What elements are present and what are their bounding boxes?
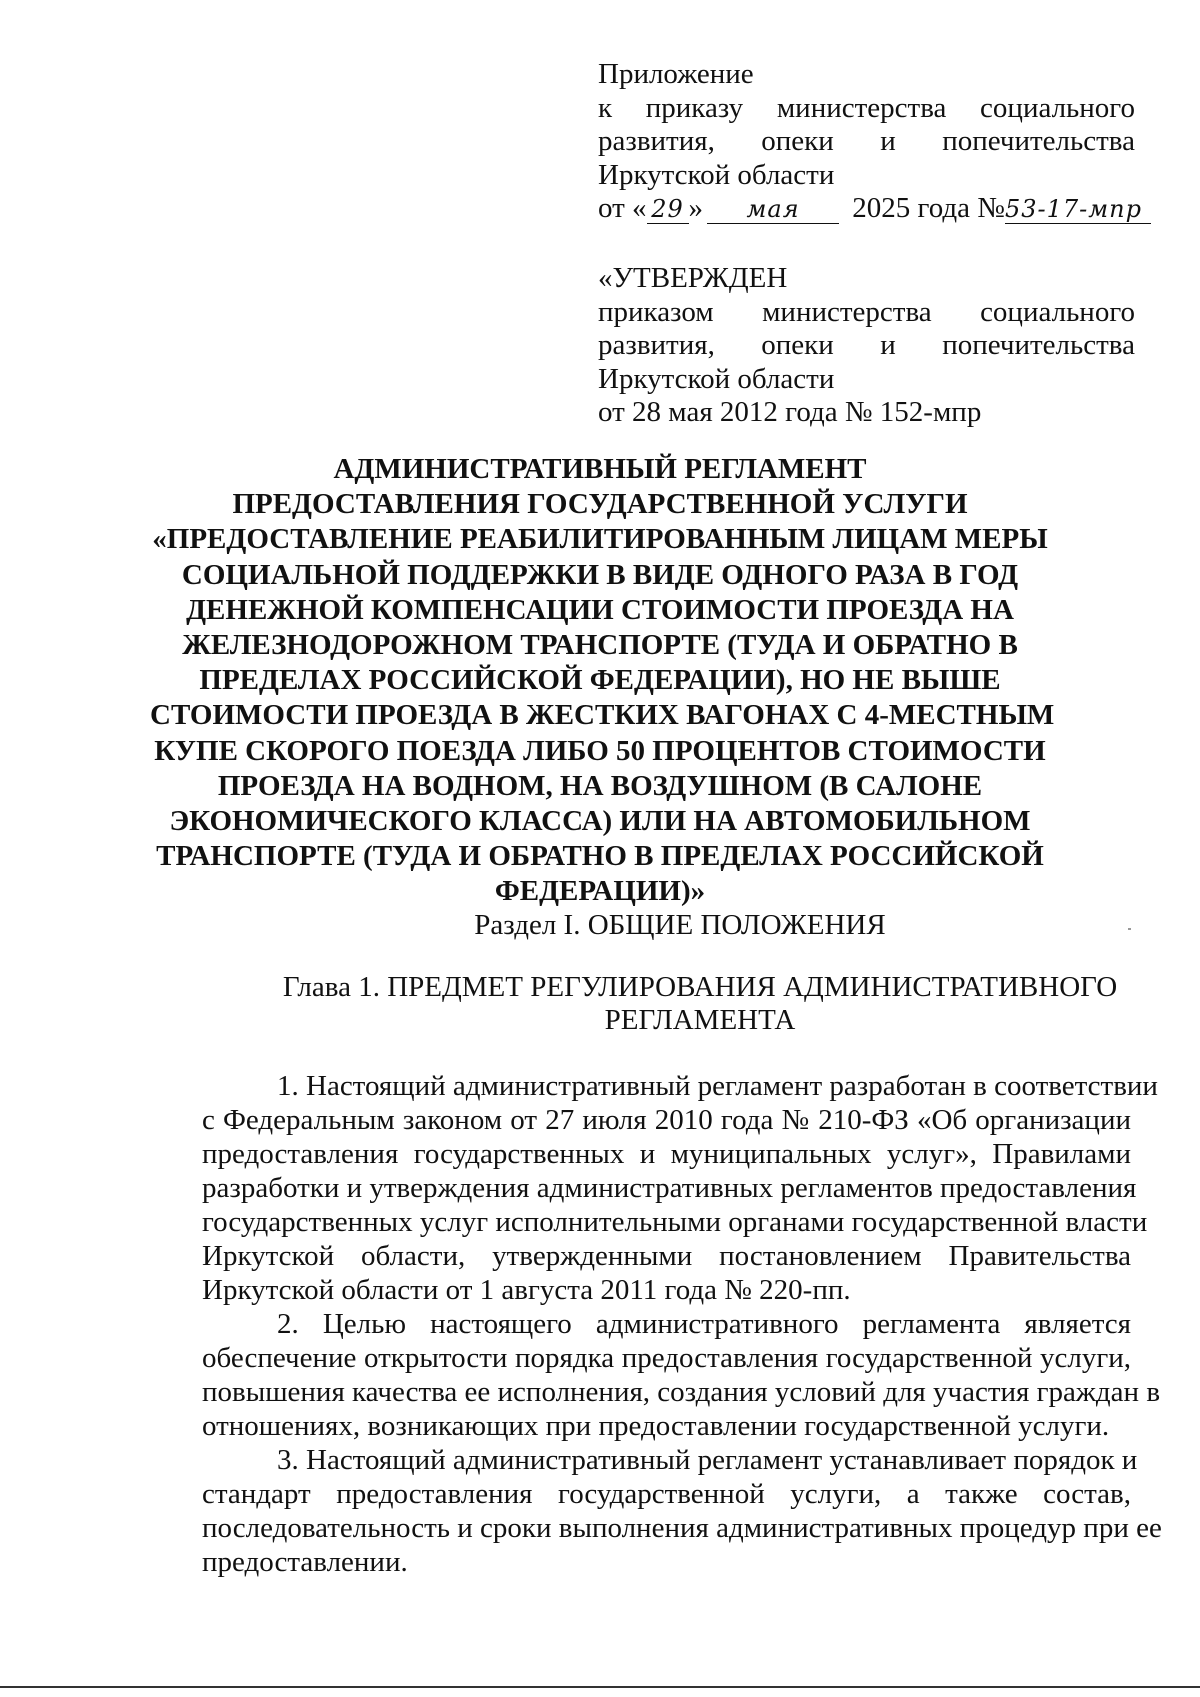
title-line: ПРЕДЕЛАХ РОССИЙСКОЙ ФЕДЕРАЦИИ), НО НЕ ВЫШЕ (199, 664, 1001, 697)
paragraph-line: 2. Целью настоящего административного регламента является (277, 1308, 1131, 1340)
handwritten-day: 29 (647, 195, 689, 224)
appendix-title: Приложение (598, 58, 754, 90)
title-line: ПРЕДОСТАВЛЕНИЯ ГОСУДАРСТВЕННОЙ УСЛУГИ (232, 488, 968, 521)
handwritten-month: мая (707, 195, 839, 224)
paragraph-line: Иркутской области от 1 августа 2011 года № 220-пп. (202, 1274, 851, 1306)
approved-line-2 (598, 296, 1135, 330)
appendix-word: развития, (598, 125, 715, 157)
paragraph-line: предоставления государственных и муниципальных услуг», Правилами (202, 1138, 1131, 1170)
approved-line-3 (598, 329, 1135, 363)
paragraph-line: обеспечение открытости порядка предоставления государственной услуги, (202, 1342, 1131, 1374)
approved-word: социального (980, 295, 1135, 328)
appendix-word: приказу (645, 91, 744, 124)
paragraph-line: повышения качества ее исполнения, создания условий для участия граждан в (202, 1376, 1161, 1408)
paragraph-line: разработки и утверждения административных регламентов предоставления (202, 1172, 1137, 1204)
paragraph-line: предоставлении. (202, 1546, 408, 1578)
approved-word: развития, (598, 329, 715, 361)
appendix-word: к (598, 91, 613, 124)
title-line: ЭКОНОМИЧЕСКОГО КЛАССА) ИЛИ НА АВТОМОБИЛЬНОМ (169, 805, 1031, 838)
title-line: ФЕДЕРАЦИИ)» (494, 875, 706, 908)
paragraph-line: государственных услуг исполнительными органами государственной власти (202, 1206, 1148, 1238)
title-line: ТРАНСПОРТЕ (ТУДА И ОБРАТНО В ПРЕДЕЛАХ РОССИЙСКОЙ (156, 840, 1044, 873)
paragraph-line: с Федеральным законом от 27 июля 2010 года № 210-ФЗ «Об организации (202, 1104, 1131, 1136)
appendix-word: и (880, 125, 896, 157)
appendix-region: Иркутской области (598, 158, 835, 191)
title-line: ЖЕЛЕЗНОДОРОЖНОМ ТРАНСПОРТЕ (ТУДА И ОБРАТНО В (182, 629, 1018, 662)
title-line: ПРОЕЗДА НА ВОДНОМ, НА ВОЗДУШНОМ (В САЛОНЕ (217, 769, 983, 802)
paragraph-line: стандарт предоставления государственной услуги, а также состав, (202, 1478, 1131, 1510)
section-heading (150, 908, 1200, 942)
title-line: «ПРЕДОСТАВЛЕНИЕ РЕАБИЛИТИРОВАННЫМ ЛИЦАМ МЕРЫ (152, 523, 1048, 556)
approved-title: «УТВЕРЖДЕН (598, 262, 788, 294)
approved-word: и (880, 329, 896, 361)
paragraph-2 (202, 1307, 1161, 1443)
year-text: 2025 года № (852, 192, 1005, 224)
paragraph-line: 3. Настоящий административный регламент устанавливает порядок и (277, 1444, 1138, 1476)
paragraph-1 (202, 1069, 1158, 1307)
document-body (202, 1069, 1162, 1579)
appendix-line-3 (598, 125, 1135, 159)
title-line: ДЕНЕЖНОЙ КОМПЕНСАЦИИ СТОИМОСТИ ПРОЕЗДА НА (186, 593, 1014, 626)
paragraph-line: 1. Настоящий административный регламент разработан в соответствии (277, 1070, 1158, 1102)
appendix-header (598, 58, 1142, 226)
handwritten-number: 53-17-мпр (1005, 195, 1151, 224)
appendix-word: министерства (776, 91, 947, 124)
approved-word: приказом (598, 295, 714, 328)
appendix-date-line (598, 192, 1142, 226)
paragraph-line: Иркутской области, утвержденными постановлением Правительства (202, 1240, 1131, 1272)
title-line: СОЦИАЛЬНОЙ ПОДДЕРЖКИ В ВИДЕ ОДНОГО РАЗА В ГОД (181, 558, 1019, 591)
appendix-word: опеки (761, 125, 834, 157)
date-prefix: от « (598, 192, 647, 224)
chapter-heading (200, 971, 1200, 1037)
chapter-heading-line: РЕГЛАМЕНТА (604, 1004, 796, 1036)
approval-stamp-text (598, 262, 1135, 430)
section-heading-text: Раздел I. ОБЩИЕ ПОЛОЖЕНИЯ (474, 909, 886, 941)
appendix-word: попечительства (942, 125, 1135, 157)
appendix-word: социального (980, 91, 1135, 124)
approved-region: Иркутской области (598, 362, 835, 395)
paragraph-3 (202, 1443, 1162, 1579)
approved-date: от 28 мая 2012 года № 152-мпр (598, 396, 982, 428)
approved-word: опеки (761, 329, 834, 361)
title-line: СТОИМОСТИ ПРОЕЗДА В ЖЕСТКИХ ВАГОНАХ С 4-МЕСТНЫМ (150, 699, 1055, 732)
approved-word: попечительства (942, 329, 1135, 361)
page-bottom-edge (0, 1686, 1200, 1688)
date-quote: » (688, 192, 704, 224)
scan-speck (1128, 928, 1131, 930)
approved-word: министерства (762, 295, 932, 328)
title-line: АДМИНИСТРАТИВНЫЙ РЕГЛАМЕНТ (333, 453, 867, 485)
document-title (150, 452, 1055, 910)
paragraph-line: последовательность и сроки выполнения административных процедур при ее (202, 1512, 1162, 1544)
title-line: КУПЕ СКОРОГО ПОЕЗДА ЛИБО 50 ПРОЦЕНТОВ СТОИМОСТИ (154, 734, 1046, 767)
chapter-heading-line: Глава 1. ПРЕДМЕТ РЕГУЛИРОВАНИЯ АДМИНИСТРАТИВНОГО (282, 971, 1118, 1003)
paragraph-line: отношениях, возникающих при предоставлении государственной услуги. (202, 1410, 1110, 1442)
appendix-line-2 (598, 92, 1135, 126)
